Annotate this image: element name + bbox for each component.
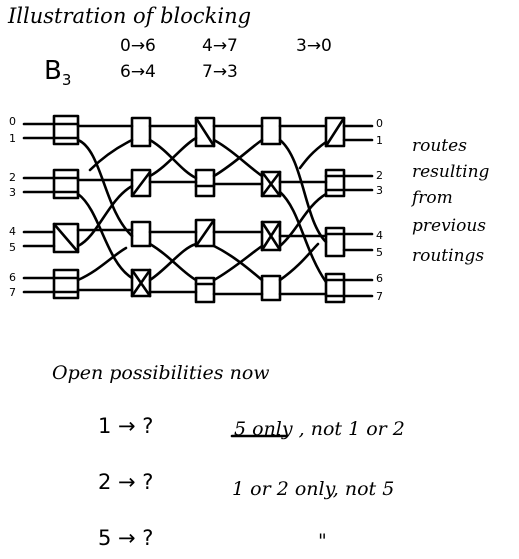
question-3: 5 → ? bbox=[98, 526, 154, 550]
input-stubs bbox=[24, 124, 54, 292]
mapping-6-4: 6→4 bbox=[120, 62, 156, 82]
switch-s5-3 bbox=[326, 274, 344, 302]
left-port-2: 2 bbox=[9, 171, 16, 184]
left-port-6: 6 bbox=[9, 271, 16, 284]
switch-s2-2 bbox=[132, 222, 150, 246]
switch-s2-0 bbox=[132, 118, 150, 146]
mapping-4-7: 4→7 bbox=[202, 36, 238, 56]
right-port-0: 0 bbox=[376, 117, 383, 130]
switch-s5-2 bbox=[326, 228, 344, 256]
cross-wire-n bbox=[280, 140, 326, 242]
network-label-subscript: 3 bbox=[61, 71, 72, 90]
cross-wire-b bbox=[78, 194, 132, 278]
right-port-4: 4 bbox=[376, 229, 383, 242]
answer-3: " bbox=[318, 530, 327, 552]
left-port-4: 4 bbox=[9, 225, 16, 238]
switch-s3-3 bbox=[196, 278, 214, 302]
output-stubs bbox=[344, 126, 372, 296]
side-note-line-4: previous bbox=[412, 216, 487, 236]
answer-2: 1 or 2 only, not 5 bbox=[232, 478, 395, 500]
cross-wire-r bbox=[300, 142, 326, 168]
switch-s1-0 bbox=[54, 116, 78, 144]
side-note-line-1: routes bbox=[412, 136, 467, 156]
switch-s5-1 bbox=[326, 170, 344, 196]
subheading: Open possibilities now bbox=[52, 362, 270, 384]
left-port-7: 7 bbox=[9, 286, 16, 299]
switch-s1-3 bbox=[54, 270, 78, 298]
switch-s4-3 bbox=[262, 276, 280, 300]
left-port-0: 0 bbox=[9, 115, 16, 128]
left-port-3: 3 bbox=[9, 186, 16, 199]
wire-row-1 bbox=[78, 180, 326, 184]
left-port-5: 5 bbox=[9, 241, 16, 254]
switch-s1-1 bbox=[54, 170, 78, 198]
left-port-1: 1 bbox=[9, 132, 16, 145]
right-port-6: 6 bbox=[376, 272, 383, 285]
mapping-0-6: 0→6 bbox=[120, 36, 156, 56]
cross-wire-q bbox=[280, 244, 318, 280]
right-port-2: 2 bbox=[376, 169, 383, 182]
side-note-line-5: routings bbox=[412, 246, 485, 266]
mapping-3-0: 3→0 bbox=[296, 36, 332, 56]
mapping-7-3: 7→3 bbox=[202, 62, 238, 82]
side-note-line-2: resulting bbox=[412, 162, 490, 182]
right-port-7: 7 bbox=[376, 290, 383, 303]
network-label-main: B bbox=[44, 56, 62, 86]
cross-wire-a bbox=[78, 140, 132, 236]
right-port-5: 5 bbox=[376, 246, 383, 259]
side-note-line-3: from bbox=[412, 188, 453, 208]
answer-1: 5 only , not 1 or 2 bbox=[234, 418, 405, 440]
switch-s4-0 bbox=[262, 118, 280, 144]
question-2: 2 → ? bbox=[98, 470, 154, 494]
right-port-3: 3 bbox=[376, 184, 383, 197]
question-1: 1 → ? bbox=[98, 414, 154, 438]
wire-row-3 bbox=[78, 290, 326, 294]
switch-s3-1 bbox=[196, 170, 214, 196]
page-title: Illustration of blocking bbox=[8, 4, 252, 28]
cross-wire-e bbox=[90, 140, 132, 170]
right-port-1: 1 bbox=[376, 134, 383, 147]
